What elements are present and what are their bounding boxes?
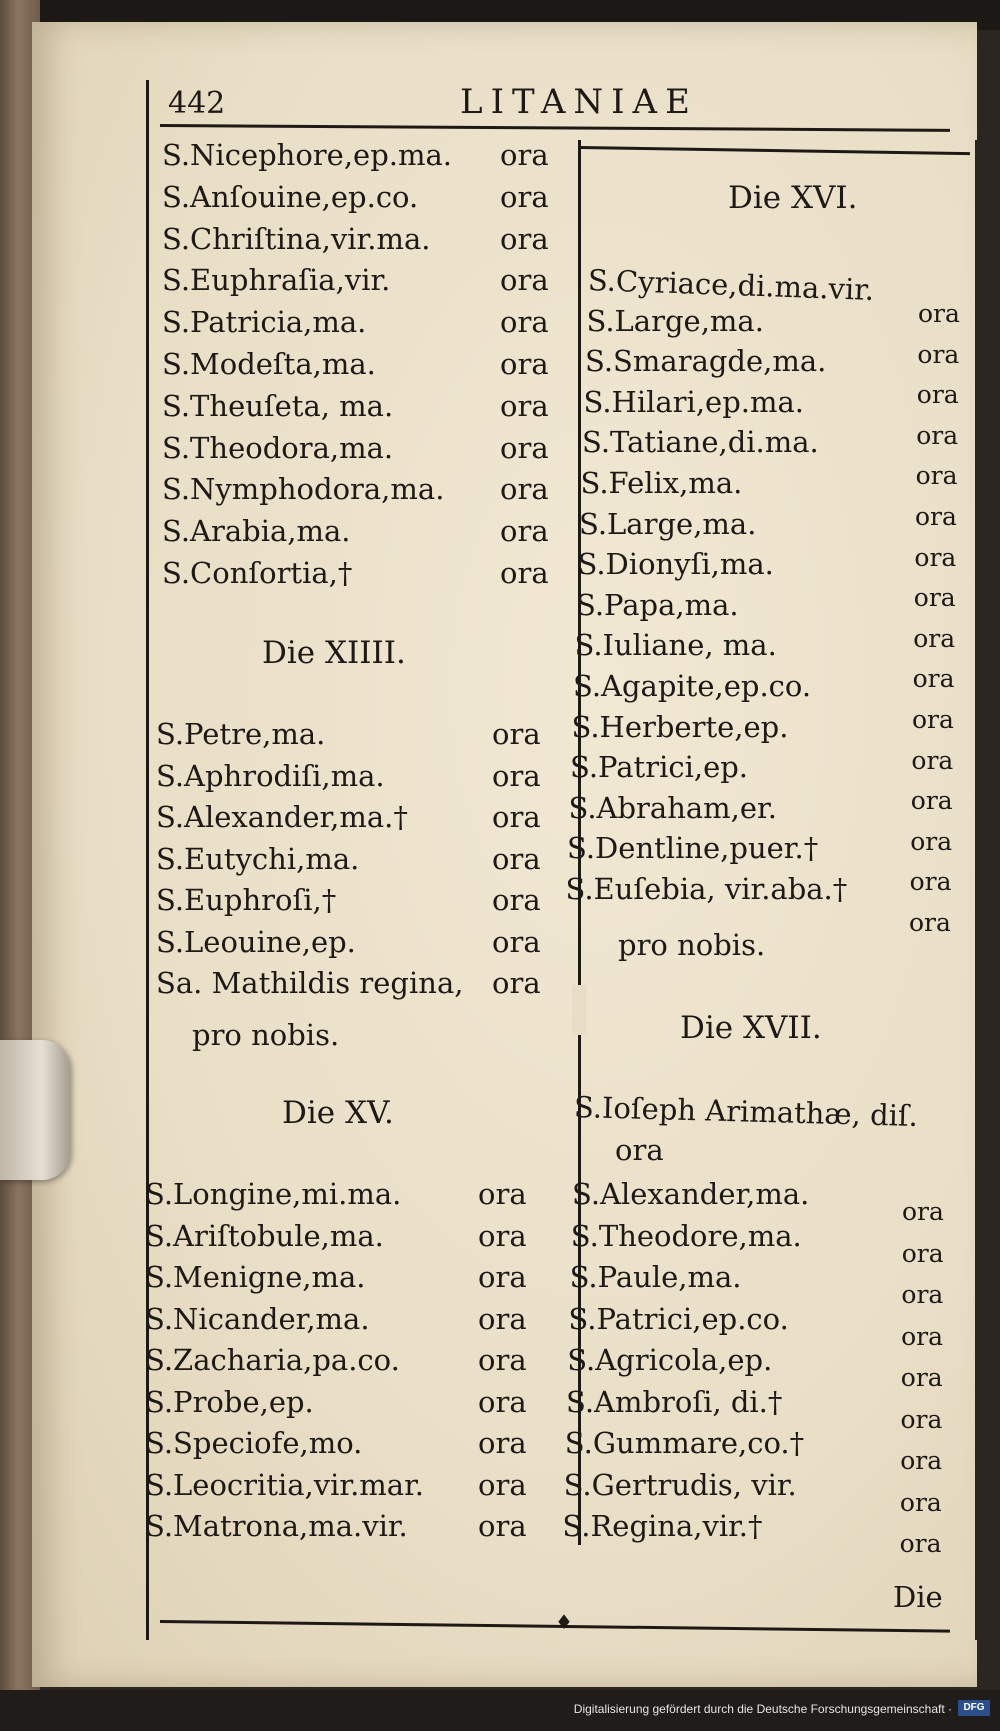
ora-response: ora xyxy=(500,138,549,172)
ora-response: ora xyxy=(492,758,541,793)
ora-response: ora xyxy=(916,380,959,410)
ora-response: ora xyxy=(500,556,549,590)
saint-entry: S.Euphroſi,† xyxy=(156,883,337,917)
ora-response: ora xyxy=(901,1321,944,1351)
day-heading: Die XIIII. xyxy=(262,635,406,671)
saint-entry: S.Ambroſi, di.† xyxy=(566,1384,783,1419)
saint-entry: S.Alexander,ma. xyxy=(572,1177,810,1211)
ora-response: ora xyxy=(500,221,549,256)
ora-response: ora xyxy=(902,1197,944,1226)
saint-entry: S.Theodore,ma. xyxy=(570,1218,802,1253)
saint-entry: S.Modeſta,ma. xyxy=(162,347,376,381)
saint-entry: S.Euphraſia,vir. xyxy=(162,263,391,298)
saint-entry: S.Tatiane,di.ma. xyxy=(582,425,819,460)
saint-entry: S.Patrici,ep. xyxy=(570,750,749,785)
ornament-dot: ♦ xyxy=(555,1610,573,1634)
ora-response: ora xyxy=(912,705,954,734)
saint-entry: S.Euſebia, vir.aba.† xyxy=(565,872,848,906)
page-number: 442 xyxy=(168,86,226,121)
ora-response: ora xyxy=(917,339,960,369)
ora-response: ora xyxy=(500,388,549,423)
page-clip xyxy=(0,1040,70,1180)
saint-entry: S.Cyriace,di.ma.vir. xyxy=(587,263,875,307)
saint-entry: S.Dentline,puer.† xyxy=(567,831,819,866)
dfg-logo: DFG xyxy=(958,1700,990,1716)
ora-response: ora xyxy=(478,1343,527,1377)
ora-response: ora xyxy=(478,1301,527,1336)
ora-response: ora xyxy=(918,299,960,328)
ora-response: ora xyxy=(914,542,957,572)
saint-entry: S.Theodora,ma. xyxy=(162,430,394,465)
ora-response: ora xyxy=(478,1467,527,1502)
saint-entry: S.Large,ma. xyxy=(579,506,757,541)
ora-response: ora xyxy=(913,623,956,653)
saint-entry: S.Leocritia,vir.mar. xyxy=(145,1467,424,1502)
ora-response: ora xyxy=(901,1238,944,1268)
ora-response: ora xyxy=(500,263,549,298)
saint-entry: S.Gummare,co.† xyxy=(564,1426,805,1460)
saint-entry: S.Ariſtobule,ma. xyxy=(145,1218,384,1253)
saint-entry: S.Anſouine,ep.co. xyxy=(162,179,419,214)
saint-entry: S.Iuliane, ma. xyxy=(574,628,777,663)
saint-entry: S.Zacharia,pa.co. xyxy=(145,1343,400,1377)
saint-entry: S.Abraham,er. xyxy=(568,790,777,825)
saint-entry: S.Theuſeta, ma. xyxy=(162,388,394,423)
saint-entry: S.Petre,ma. xyxy=(156,717,326,751)
saint-entry: S.Regina,vir.† xyxy=(562,1509,763,1543)
saint-entry: S.Dionyſi,ma. xyxy=(577,547,774,582)
ora-response: ora xyxy=(615,1133,664,1167)
saint-entry: S.Ioſeph Arimathæ, diſ. xyxy=(573,1090,919,1133)
ora-response: ora xyxy=(500,305,549,340)
ora-response: ora xyxy=(901,1280,944,1309)
saint-entry: S.Smaragde,ma. xyxy=(585,344,827,379)
saint-entry: S.Felix,ma. xyxy=(580,466,743,500)
ora-response: ora xyxy=(478,1426,527,1460)
ora-response: ora xyxy=(899,1487,942,1517)
saint-entry: S.Patrici,ep.co. xyxy=(568,1301,789,1336)
ora-response: ora xyxy=(492,841,541,876)
day-heading: Die XV. xyxy=(282,1095,394,1131)
ora-response: ora xyxy=(500,472,549,507)
ora-response: ora xyxy=(492,966,541,1000)
saint-entry: S.Papa,ma. xyxy=(576,587,739,622)
saint-entry: S.Herberte,ep. xyxy=(571,709,789,744)
saint-entry: S.Longine,mi.ma. xyxy=(145,1177,402,1211)
day-heading: Die XVII. xyxy=(680,1010,822,1046)
ora-response: ora xyxy=(492,883,541,917)
ora-response: ora xyxy=(909,908,951,937)
saint-entry: S.Patricia,ma. xyxy=(162,305,367,340)
frame-right-rule xyxy=(975,140,977,1640)
saint-entry: S.Menigne,ma. xyxy=(145,1260,366,1294)
saint-entry: S.Alexander,ma.† xyxy=(156,800,408,834)
ora-response: ora xyxy=(913,583,956,613)
ora-response: ora xyxy=(500,179,549,214)
saint-entry: S.Agapite,ep.co. xyxy=(573,669,812,703)
saint-entry: S.Probe,ep. xyxy=(145,1384,314,1419)
ora-response: ora xyxy=(910,826,953,856)
saint-entry: S.Agricola,ep. xyxy=(567,1343,773,1377)
saint-entry: S.Large,ma. xyxy=(586,303,764,338)
saint-entry: S.Gertrudis, vir. xyxy=(563,1467,797,1502)
ora-response: ora xyxy=(478,1218,527,1253)
ora-response: ora xyxy=(478,1177,527,1211)
catchword: Die xyxy=(893,1580,943,1614)
ora-response: ora xyxy=(478,1509,527,1543)
saint-entry: Sa. Mathildis regina, xyxy=(156,966,464,1000)
ora-response: ora xyxy=(478,1384,527,1419)
ora-response: ora xyxy=(492,924,541,959)
saint-entry: S.Conſortia,† xyxy=(162,556,353,590)
ora-response: ora xyxy=(900,1404,943,1434)
ora-response: ora xyxy=(500,347,549,381)
ora-response: ora xyxy=(900,1446,943,1475)
ora-response: ora xyxy=(911,745,954,775)
ora-response: ora xyxy=(915,461,958,491)
saint-entry: S.Nicander,ma. xyxy=(145,1301,370,1336)
ora-response: ora xyxy=(500,514,549,549)
saint-entry: S.Chriſtina,vir.ma. xyxy=(162,221,431,256)
ora-response: ora xyxy=(909,867,952,897)
footer-credit: Digitalisierung gefördert durch die Deutsche Forschungsgemeinschaft · xyxy=(573,1702,952,1716)
ora-response: ora xyxy=(910,786,953,816)
ora-response: ora xyxy=(900,1363,943,1392)
column-divider-gap xyxy=(572,985,587,1035)
running-title: LITANIAE xyxy=(460,82,698,122)
saint-entry: S.Hilari,ep.ma. xyxy=(583,384,804,419)
ora-response: ora xyxy=(478,1260,527,1294)
ora-response: ora xyxy=(492,800,541,834)
continuation-line: pro nobis. xyxy=(192,1018,340,1052)
saint-entry: S.Nymphodora,ma. xyxy=(162,472,445,507)
ora-response: ora xyxy=(915,502,957,531)
ora-response: ora xyxy=(916,420,959,450)
ora-response: ora xyxy=(500,430,549,465)
saint-entry: S.Nicephore,ep.ma. xyxy=(162,138,452,172)
page-header xyxy=(160,78,950,128)
day-heading: Die XVI. xyxy=(728,180,858,216)
saint-entry: S.Leouine,ep. xyxy=(156,924,356,959)
saint-entry: S.Speciofe,mo. xyxy=(145,1426,363,1460)
saint-entry: S.Matrona,ma.vir. xyxy=(145,1509,408,1543)
ora-response: ora xyxy=(492,717,541,751)
continuation-line: pro nobis. xyxy=(618,928,766,962)
saint-entry: S.Aphrodiſi,ma. xyxy=(156,758,385,793)
saint-entry: S.Paule,ma. xyxy=(569,1260,742,1294)
saint-entry: S.Eutychi,ma. xyxy=(156,841,360,876)
ora-response: ora xyxy=(899,1529,942,1558)
saint-entry: S.Arabia,ma. xyxy=(162,514,351,549)
ora-response: ora xyxy=(912,664,955,694)
